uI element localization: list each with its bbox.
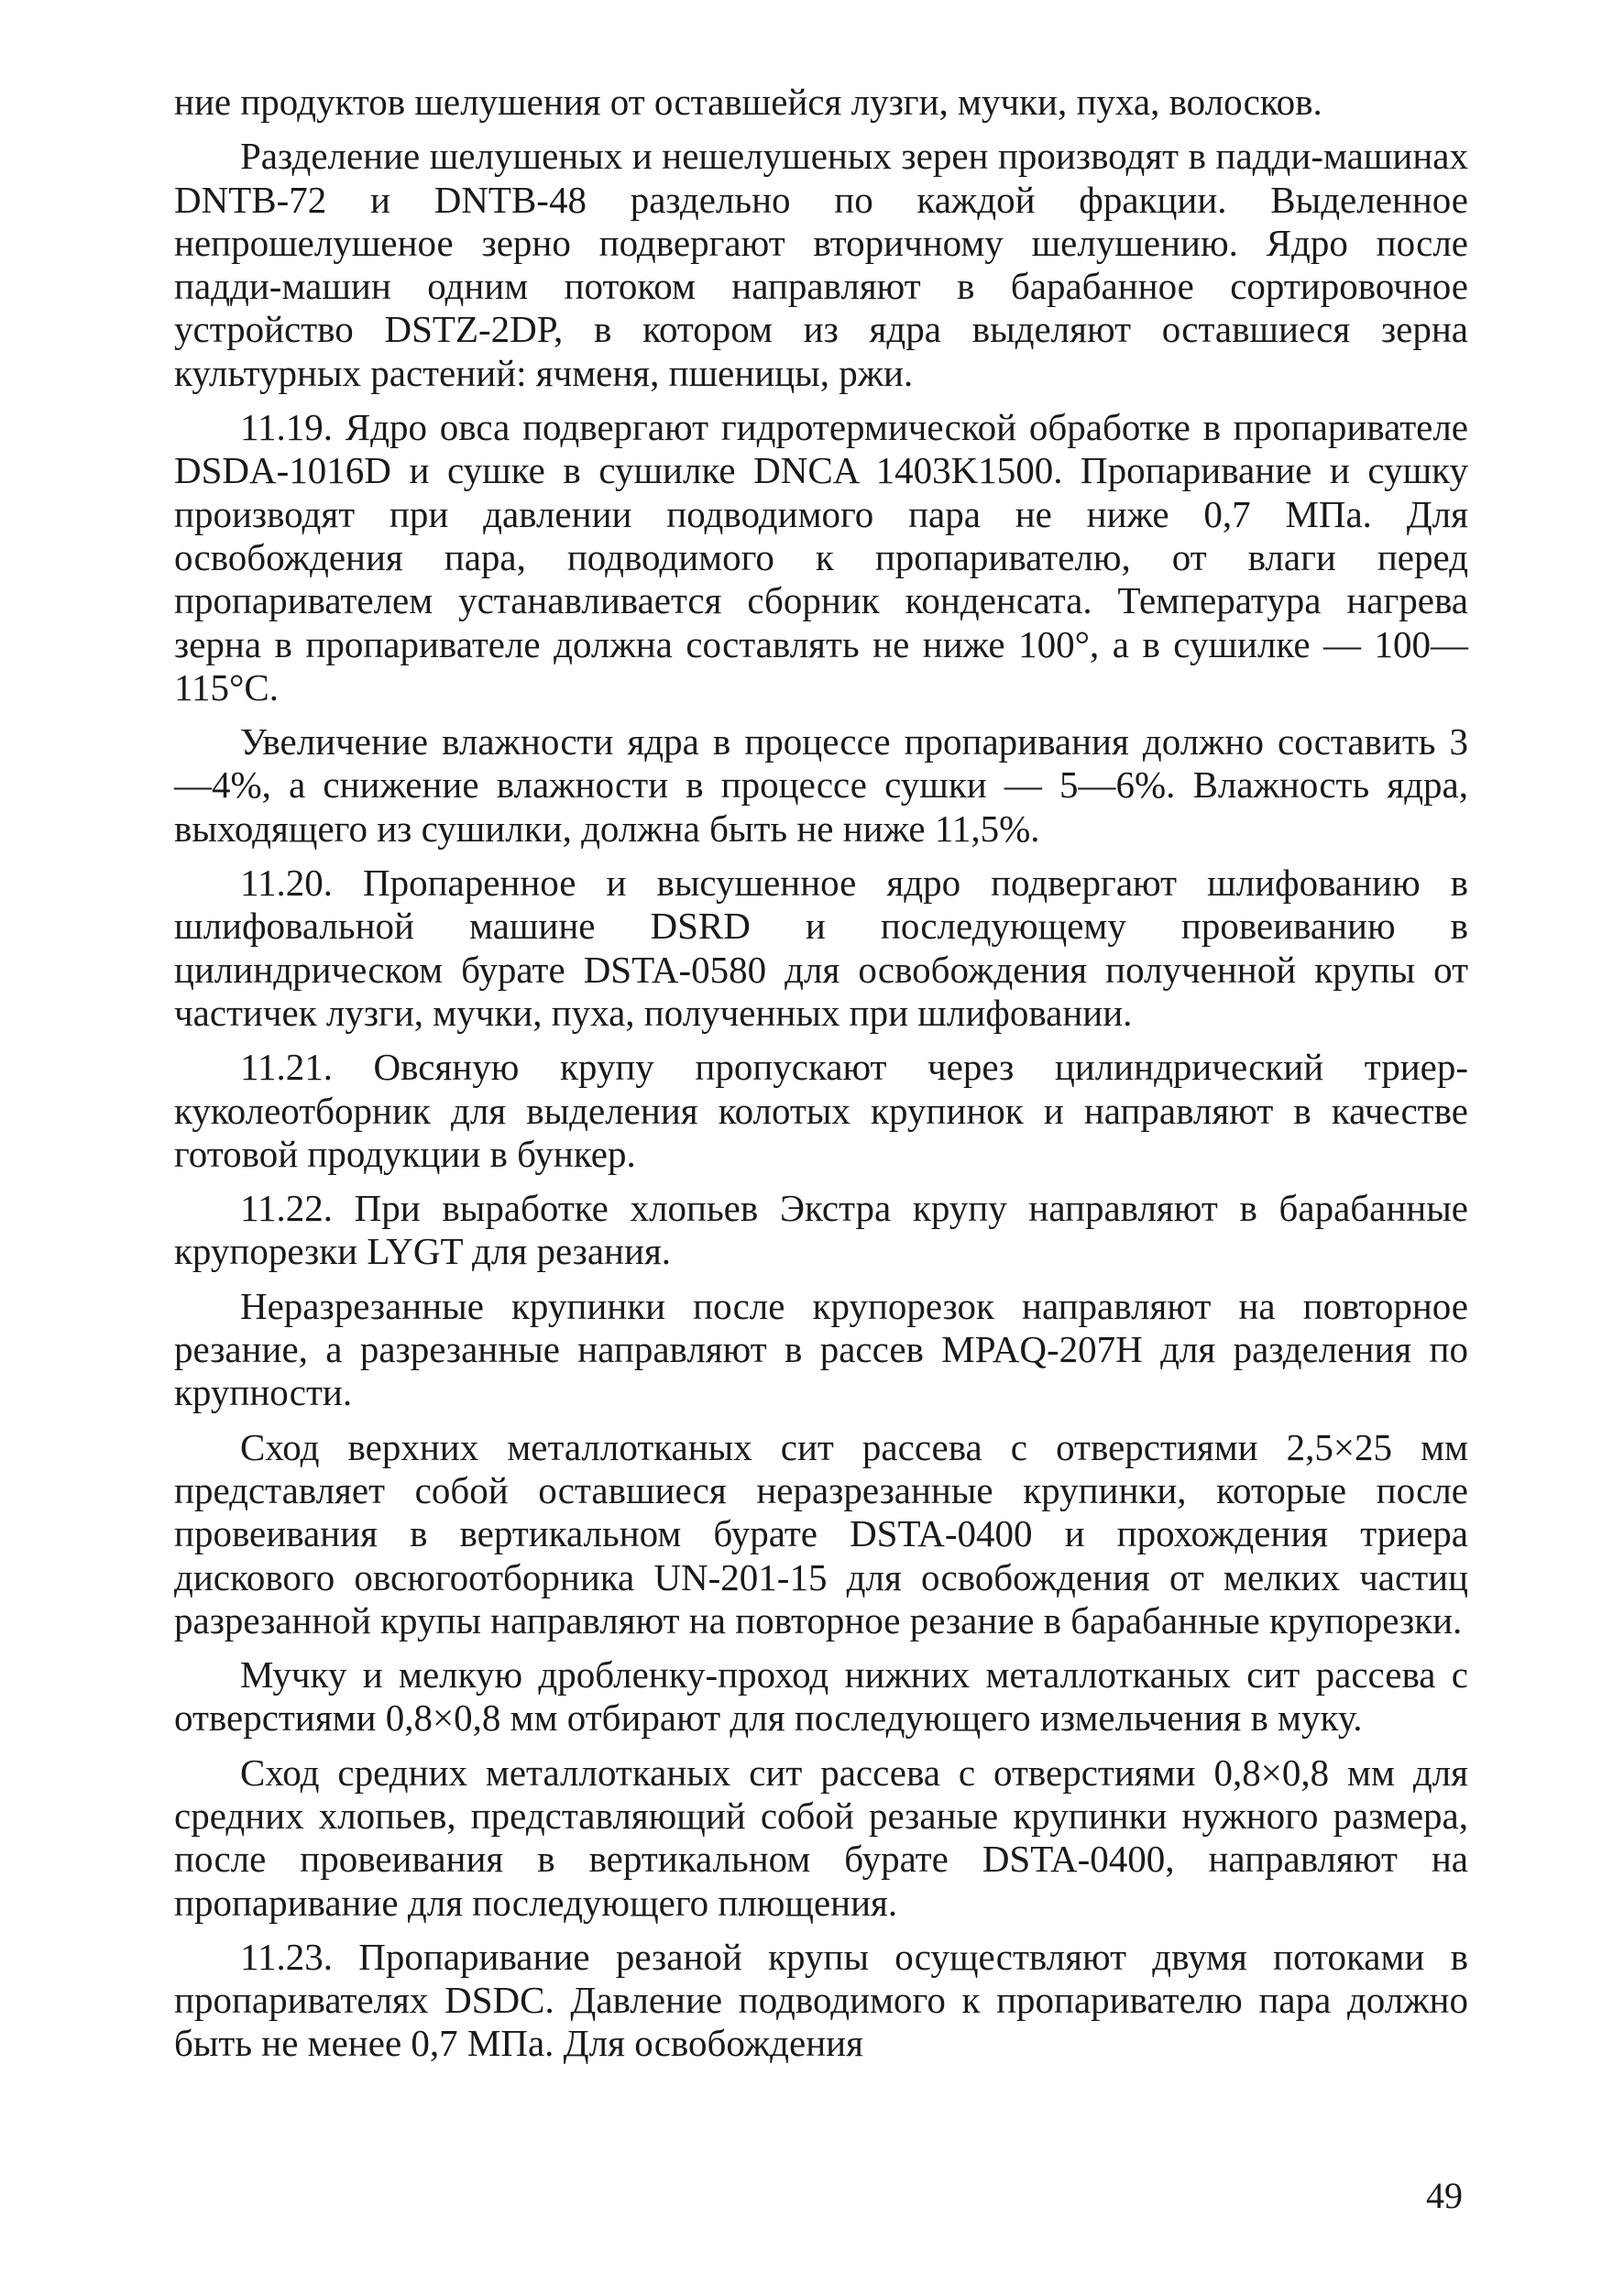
paragraph-continuation: ние продуктов шелушения от оставшейся лузги, мучки, пуха, волосков.	[174, 81, 1322, 123]
paragraph-11-19: 11.19. Ядро овса подвергают гидротермической обработке в пропаривателе DSDA-1016D и сушке в сушилке DNCA 1403K1500. Пропаривание и сушку производят при давлении подводимого пара не ниже 0,7 МПа. Для освобождения пара, подводимого к пропаривателю, от влаги перед пропаривателем устанавливается сборник конденсата. Температура нагрева зерна в пропаривателе должна составлять не ниже 100°, а в сушилке — 100—115°С.	[174, 406, 1468, 708]
paragraph-uncut-kernels: Неразрезанные крупинки после крупорезок направляют на повторное резание, а разрезанные направляют в рассев MPAQ-207H для разделения по крупности.	[174, 1284, 1468, 1414]
paragraph-middle-sieves: Сход средних металлотканых сит рассева с отверстиями 0,8×0,8 мм для средних хлопьев, представляющий собой резаные крупинки нужного размера, после провеивания в вертикальном бурате DSTA-0400, направляют на пропаривание для последующего плющения.	[174, 1751, 1468, 1924]
paragraph-moisture: Увеличение влажности ядра в процессе пропаривания должно составить 3—4%, а снижение влажности в процессе сушки — 5—6%. Влажность ядра, выходящего из сушилки, должна быть не ниже 11,5%.	[174, 720, 1468, 850]
paragraph-11-22: 11.22. При выработке хлопьев Экстра крупу направляют в барабанные крупорезки LYGT для резания.	[174, 1187, 1468, 1273]
paragraph-husk-separation: Разделение шелушеных и нешелушеных зерен производят в падди-машинах DNTB-72 и DNTB-48 раздельно по каждой фракции. Выделенное непрошелушеное зерно подвергают вторичному шелушению. Ядро после падди-машин одним потоком направляют в барабанное сортировочное устройство DSTZ-2DP, в котором из ядра выделяют оставшиеся зерна культурных растений: ячменя, пшеницы, ржи.	[174, 135, 1468, 394]
paragraph-11-21: 11.21. Овсяную крупу пропускают через цилиндрический триер-куколеотборник для выделения колотых крупинок и направляют в качестве готовой продукции в бункер.	[174, 1046, 1468, 1175]
page-number: 49	[1426, 2175, 1463, 2216]
paragraph-11-20: 11.20. Пропаренное и высушенное ядро подвергают шлифованию в шлифовальной машине DSRD и последующему провеиванию в цилиндрическом бурате DSTA-0580 для освобождения полученной крупы от частичек лузги, мучки, пуха, полученных при шлифовании.	[174, 862, 1468, 1034]
page-text	[174, 81, 1468, 2077]
paragraph-upper-sieves: Сход верхних металлотканых сит рассева с отверстиями 2,5×25 мм представляет собой оставшиеся неразрезанные крупинки, которые после провеивания в вертикальном бурате DSTA-0400 и прохождения триера дискового овсюгоотборника UN-201-15 для освобождения от мелких частиц разрезанной крупы направляют на повторное резание в барабанные крупорезки.	[174, 1425, 1468, 1642]
paragraph-11-23: 11.23. Пропаривание резаной крупы осуществляют двумя потоками в пропаривателях DSDC. Давление подводимого к пропаривателю пара должно быть не менее 0,7 МПа. Для освобождения	[174, 1935, 1468, 2065]
paragraph-lower-sieves: Мучку и мелкую дробленку-проход нижних металлотканых сит рассева с отверстиями 0,8×0,8 мм отбирают для последующего измельчения в муку.	[174, 1653, 1468, 1740]
